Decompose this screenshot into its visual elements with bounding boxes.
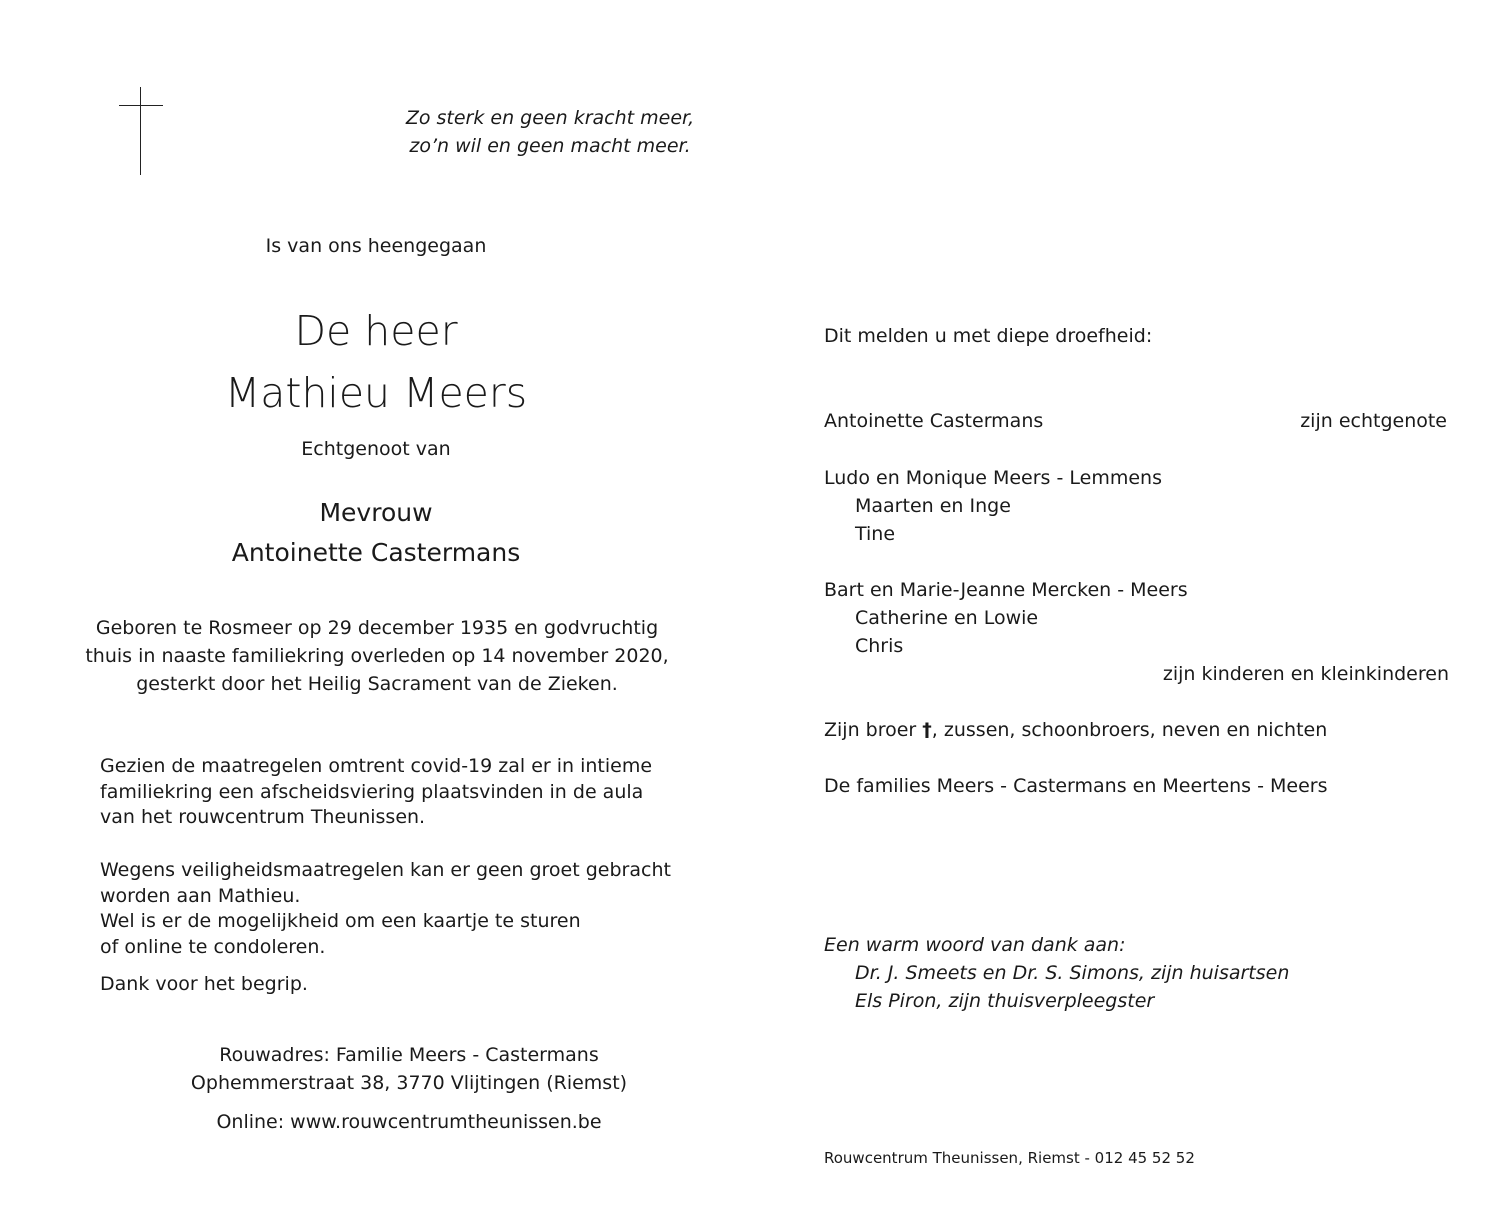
paragraph-line: Wegens veiligheidsmaatregelen kan er geen groet gebracht [100, 859, 671, 881]
family-spouse-name: Antoinette Castermans [824, 410, 1044, 432]
motto-line-2: zo’n wil en geen macht meer. [409, 135, 691, 157]
family-spouse-role: zijn echtgenote [1300, 410, 1447, 432]
cross-horizontal-bar [119, 105, 163, 106]
safety-paragraph [100, 858, 671, 960]
family-grandchild-1b: Tine [855, 523, 896, 545]
paragraph-line: Wel is er de mogelijkheid om een kaartje te sturen [100, 910, 581, 932]
born-line-1: Geboren te Rosmeer op 29 december 1935 en godvruchtig [95, 617, 659, 639]
deceased-name: Mathieu Meers [224, 369, 528, 417]
spouse-name: Antoinette Castermans [231, 538, 521, 567]
gratitude-line-1: Dr. J. Smeets en Dr. S. Simons, zijn huisartsen [855, 962, 1290, 984]
funeral-home-footer: Rouwcentrum Theunissen, Riemst - 012 45 52 52 [824, 1149, 1195, 1167]
family-grandchild-2b: Chris [855, 635, 904, 657]
born-line-3: gesterkt door het Heilig Sacrament van de Zieken. [136, 673, 618, 695]
gratitude-line-2: Els Piron, zijn thuisverpleegster [855, 990, 1155, 1012]
spouse-block [126, 493, 626, 573]
paragraph-line: familiekring een afscheidsviering plaatsvinden in de aula [100, 780, 644, 803]
siblings-prefix: Zijn broer [824, 719, 917, 741]
gratitude-heading: Een warm woord van dank aan: [824, 934, 1126, 956]
family-children-role: zijn kinderen en kleinkinderen [1162, 663, 1449, 685]
intro-text: Is van ons heengegaan [265, 235, 487, 257]
dagger-icon: † [922, 719, 932, 741]
thanks-understanding: Dank voor het begrip. [100, 973, 308, 995]
family-grandchild-1a: Maarten en Inge [855, 495, 1011, 517]
online-link[interactable]: Online: www.rouwcentrumtheunissen.be [216, 1111, 602, 1133]
family-families: De families Meers - Castermans en Meertens - Meers [824, 775, 1328, 797]
address-line-1: Rouwadres: Familie Meers - Castermans [219, 1044, 599, 1066]
deceased-salutation: De heer [294, 307, 458, 355]
mourning-address [159, 1041, 659, 1097]
motto [350, 104, 750, 160]
deceased-title [126, 300, 626, 424]
announce-text: Dit melden u met diepe droefheid: [824, 325, 1153, 347]
motto-line-1: Zo sterk en geen kracht meer, [405, 107, 695, 129]
siblings-suffix: , zussen, schoonbroers, neven en nichten [931, 719, 1328, 741]
spouse-of-label: Echtgenoot van [301, 438, 451, 460]
covid-paragraph [100, 754, 652, 831]
paragraph-line: Gezien de maatregelen omtrent covid-19 zal er in intieme [100, 755, 653, 777]
paragraph-line: van het rouwcentrum Theunissen. [100, 806, 426, 828]
family-child-1: Ludo en Monique Meers - Lemmens [824, 467, 1162, 489]
birth-death-info [77, 614, 677, 698]
paragraph-line: of online te condoleren. [100, 935, 326, 958]
born-line-2: thuis in naaste familiekring overleden op 14 november 2020, [85, 645, 669, 667]
paragraph-line: worden aan Mathieu. [100, 884, 301, 907]
cross-vertical-bar [140, 87, 141, 175]
spouse-salutation: Mevrouw [319, 498, 433, 527]
family-child-2: Bart en Marie-Jeanne Mercken - Meers [824, 579, 1188, 601]
address-line-2: Ophemmerstraat 38, 3770 Vlijtingen (Riemst) [190, 1072, 628, 1094]
family-grandchild-2a: Catherine en Lowie [855, 607, 1039, 629]
family-siblings [824, 719, 1327, 741]
